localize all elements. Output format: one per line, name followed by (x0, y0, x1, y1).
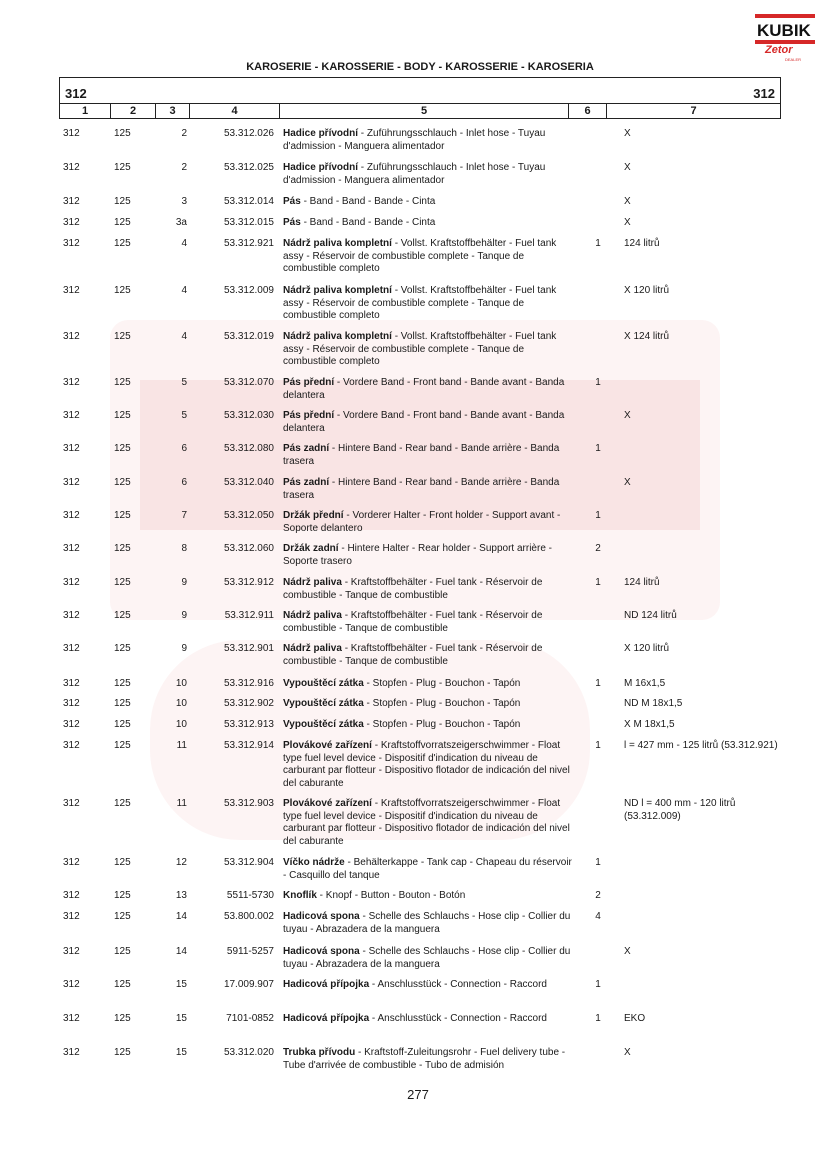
cell-part-number: 53.312.030 (223, 410, 274, 421)
part-translations: - Kraftstoffvorratszeigerschwimmer - Float type fuel level device - Dispositif d'indication du niveau de carburant par flotteur - Dispositivo flotador de indicación del nivel del caburante (283, 740, 570, 789)
cell-part-number: 53.312.060 (223, 543, 274, 554)
cell-subgroup: 125 (114, 610, 131, 621)
cell-position: 4 (181, 238, 187, 249)
cell-position: 13 (175, 890, 187, 901)
cell-part-number: 53.312.040 (223, 477, 274, 488)
cell-description (283, 377, 573, 402)
cell-quantity: 2 (595, 890, 601, 901)
cell-subgroup: 125 (114, 678, 131, 689)
part-name: Nádrž paliva (283, 643, 342, 654)
cell-quantity: 1 (595, 857, 601, 868)
cell-note: X (624, 1047, 631, 1058)
cell-group: 312 (63, 196, 80, 207)
cell-position: 6 (181, 443, 187, 454)
cell-subgroup: 125 (114, 890, 131, 901)
cell-description (283, 238, 573, 276)
part-translations: - Stopfen - Plug - Bouchon - Tapón (363, 698, 521, 709)
part-translations: - Kraftstoffbehälter - Fuel tank - Réservoir de combustible - Tanque de combustible (283, 610, 543, 634)
cell-position: 14 (175, 911, 187, 922)
part-translations: - Vollst. Kraftstoffbehälter - Fuel tank assy - Réservoir de combustible complete - Tanque de combustible completo (283, 285, 557, 322)
cell-group: 312 (63, 162, 80, 173)
cell-note: X (624, 128, 631, 139)
cell-quantity: 1 (595, 740, 601, 751)
part-name: Plovákové zařízení (283, 740, 372, 751)
cell-quantity: 2 (595, 543, 601, 554)
section-number-left: 312 (65, 86, 87, 101)
cell-description (283, 740, 573, 790)
part-name: Vypouštěcí zátka (283, 698, 364, 709)
part-translations: - Stopfen - Plug - Bouchon - Tapón (363, 719, 521, 730)
cell-description (283, 577, 573, 602)
column-header: 5 (280, 104, 569, 119)
table-row (59, 911, 779, 951)
cell-subgroup: 125 (114, 477, 131, 488)
cell-position: 9 (181, 643, 187, 654)
cell-description (283, 331, 573, 369)
part-translations: - Schelle des Schlauchs - Hose clip - Collier du tuyau - Abrazadera de la manguera (283, 946, 571, 970)
table-row (59, 740, 779, 789)
cell-description (283, 1013, 573, 1026)
cell-description (283, 443, 573, 468)
cell-note: X 120 litrů (624, 643, 670, 654)
cell-description (283, 217, 573, 230)
part-name: Nádrž paliva kompletní (283, 285, 392, 296)
column-header: 4 (190, 104, 280, 119)
cell-position: 11 (176, 798, 187, 809)
cell-group: 312 (63, 377, 80, 388)
cell-position: 11 (176, 740, 187, 751)
page-number: 277 (407, 1087, 429, 1102)
cell-description (283, 979, 573, 992)
cell-subgroup: 125 (114, 643, 131, 654)
cell-group: 312 (63, 285, 80, 296)
part-name: Nádrž paliva (283, 577, 342, 588)
cell-position: 2 (181, 128, 187, 139)
cell-position: 9 (181, 577, 187, 588)
cell-description (283, 477, 573, 502)
logo-bar (755, 14, 815, 18)
cell-note: EKO (624, 1013, 646, 1024)
cell-description (283, 196, 573, 209)
cell-part-number: 53.312.921 (223, 238, 274, 249)
cell-subgroup: 125 (114, 577, 131, 588)
cell-subgroup: 125 (114, 979, 131, 990)
cell-part-number: 53.312.911 (224, 610, 274, 621)
cell-subgroup: 125 (114, 238, 131, 249)
table-row (59, 238, 779, 278)
cell-description (283, 610, 573, 635)
part-translations: - Band - Band - Bande - Cinta (300, 196, 436, 207)
part-name: Pás (283, 217, 301, 228)
column-header: 6 (569, 104, 607, 119)
cell-note: X M 18x1,5 (624, 719, 675, 730)
part-translations: - Vollst. Kraftstoffbehälter - Fuel tank assy - Réservoir de combustible complete - Tanque de combustible completo (283, 331, 557, 368)
cell-group: 312 (63, 911, 80, 922)
cell-part-number: 17.009.907 (223, 979, 274, 990)
part-translations: - Kraftstoffbehälter - Fuel tank - Réservoir de combustible - Tanque de combustible (283, 577, 543, 601)
table-row (59, 331, 779, 371)
part-translations: - Hintere Band - Rear band - Bande arrière - Banda trasera (283, 477, 560, 501)
cell-quantity: 1 (595, 510, 601, 521)
kubik-zetor-logo (755, 14, 815, 62)
cell-note: ND M 18x1,5 (624, 698, 683, 709)
cell-group: 312 (63, 890, 80, 901)
cell-quantity: 1 (595, 1013, 601, 1024)
cell-group: 312 (63, 1013, 80, 1024)
cell-description (283, 643, 573, 668)
cell-position: 8 (181, 543, 187, 554)
cell-part-number: 53.312.902 (223, 698, 274, 709)
cell-position: 5 (181, 410, 187, 421)
cell-description (283, 1047, 573, 1072)
cell-note: 124 litrů (624, 238, 660, 249)
cell-note: M 16x1,5 (624, 678, 666, 689)
table-row (59, 1047, 779, 1087)
cell-description (283, 128, 573, 153)
cell-description (283, 410, 573, 435)
part-name: Trubka přívodu (283, 1047, 356, 1058)
logo-text: KUBIK (757, 21, 811, 40)
cell-subgroup: 125 (114, 285, 131, 296)
cell-subgroup: 125 (114, 1013, 131, 1024)
cell-part-number: 53.312.014 (223, 196, 274, 207)
cell-group: 312 (63, 238, 80, 249)
column-header: 1 (60, 104, 111, 119)
cell-part-number: 53.312.903 (223, 798, 274, 809)
part-translations: - Knopf - Button - Bouton - Botón (316, 890, 466, 901)
cell-description (283, 698, 573, 711)
cell-description (283, 911, 573, 936)
cell-group: 312 (63, 410, 80, 421)
cell-position: 10 (175, 678, 187, 689)
part-translations: - Zuführungsschlauch - Inlet hose - Tuyau d'admission - Manguera alimentador (283, 162, 546, 186)
cell-description (283, 857, 573, 882)
part-name: Hadice přívodní (283, 162, 359, 173)
cell-subgroup: 125 (114, 162, 131, 173)
part-name: Držák přední (283, 510, 344, 521)
cell-group: 312 (63, 740, 80, 751)
cell-description (283, 719, 573, 732)
cell-position: 4 (181, 285, 187, 296)
cell-group: 312 (63, 128, 80, 139)
part-name: Plovákové zařízení (283, 798, 372, 809)
cell-description (283, 890, 573, 903)
cell-part-number: 53.312.009 (223, 285, 274, 296)
cell-position: 3a (175, 217, 187, 228)
column-header: 2 (111, 104, 156, 119)
cell-subgroup: 125 (114, 1047, 131, 1058)
cell-part-number: 53.312.070 (223, 377, 274, 388)
cell-position: 6 (181, 477, 187, 488)
part-name: Pás (283, 196, 301, 207)
cell-group: 312 (63, 719, 80, 730)
cell-subgroup: 125 (114, 946, 131, 957)
cell-subgroup: 125 (114, 196, 131, 207)
part-translations: - Vordere Band - Front band - Bande avant - Banda delantera (283, 410, 565, 434)
cell-quantity: 1 (595, 377, 601, 388)
part-name: Hadicová spona (283, 946, 360, 957)
cell-part-number: 53.312.912 (223, 577, 274, 588)
cell-note: X (624, 162, 631, 173)
part-name: Vypouštěcí zátka (283, 678, 364, 689)
cell-part-number: 53.312.019 (223, 331, 274, 342)
cell-group: 312 (63, 678, 80, 689)
cell-description (283, 510, 573, 535)
part-name: Hadice přívodní (283, 128, 359, 139)
cell-quantity: 1 (595, 979, 601, 990)
cell-quantity: 1 (595, 678, 601, 689)
cell-position: 14 (175, 946, 187, 957)
part-name: Pás přední (283, 377, 335, 388)
cell-subgroup: 125 (114, 719, 131, 730)
cell-position: 5 (181, 377, 187, 388)
cell-note: X (624, 217, 631, 228)
part-translations: - Stopfen - Plug - Bouchon - Tapón (363, 678, 521, 689)
table-header (59, 77, 781, 119)
cell-position: 9 (181, 610, 187, 621)
cell-position: 10 (175, 719, 187, 730)
cell-group: 312 (63, 443, 80, 454)
part-translations: - Band - Band - Bande - Cinta (300, 217, 436, 228)
cell-position: 15 (175, 979, 187, 990)
cell-group: 312 (63, 217, 80, 228)
cell-group: 312 (63, 577, 80, 588)
cell-group: 312 (63, 610, 80, 621)
cell-note: X (624, 410, 631, 421)
part-translations: - Anschlusstück - Connection - Raccord (369, 1013, 547, 1024)
cell-subgroup: 125 (114, 911, 131, 922)
cell-subgroup: 125 (114, 217, 131, 228)
cell-part-number: 53.312.050 (223, 510, 274, 521)
cell-subgroup: 125 (114, 410, 131, 421)
cell-note: 124 litrů (624, 577, 660, 588)
cell-description (283, 798, 573, 848)
cell-quantity: 4 (595, 911, 601, 922)
cell-description (283, 543, 573, 568)
cell-description (283, 678, 573, 691)
part-name: Nádrž paliva kompletní (283, 331, 392, 342)
cell-note: l = 427 mm - 125 litrů (53.312.921) (624, 740, 778, 751)
cell-part-number: 53.312.904 (223, 857, 274, 868)
cell-position: 3 (181, 196, 187, 207)
cell-subgroup: 125 (114, 443, 131, 454)
cell-part-number: 53.800.002 (223, 911, 274, 922)
cell-part-number: 7101-0852 (226, 1013, 274, 1024)
part-translations: - Hintere Band - Rear band - Bande arrière - Banda trasera (283, 443, 560, 467)
part-name: Hadicová spona (283, 911, 360, 922)
cell-position: 12 (175, 857, 187, 868)
cell-position: 10 (175, 698, 187, 709)
cell-subgroup: 125 (114, 377, 131, 388)
cell-part-number: 53.312.020 (223, 1047, 274, 1058)
part-translations: - Kraftstoff-Zuleitungsrohr - Fuel delivery tube - Tube d'arrivée de combustible - Tubo de admisión (283, 1047, 566, 1071)
part-translations: - Kraftstoffvorratszeigerschwimmer - Float type fuel level device - Dispositif d'indication du niveau de carburant par flotteur - Dispositivo flotador de indicación del nivel del caburante (283, 798, 570, 847)
cell-note: X 124 litrů (624, 331, 670, 342)
part-translations: - Kraftstoffbehälter - Fuel tank - Réservoir de combustible - Tanque de combustible (283, 643, 543, 667)
cell-position: 15 (175, 1047, 187, 1058)
cell-group: 312 (63, 510, 80, 521)
part-translations: - Vorderer Halter - Front holder - Support avant - Soporte delantero (283, 510, 561, 534)
cell-subgroup: 125 (114, 510, 131, 521)
column-header: 3 (156, 104, 190, 119)
cell-position: 15 (175, 1013, 187, 1024)
cell-subgroup: 125 (114, 543, 131, 554)
cell-description (283, 285, 573, 323)
part-name: Vypouštěcí zátka (283, 719, 364, 730)
cell-part-number: 53.312.015 (223, 217, 274, 228)
part-translations: - Zuführungsschlauch - Inlet hose - Tuyau d'admission - Manguera alimentador (283, 128, 546, 152)
column-header: 7 (690, 105, 697, 117)
cell-description (283, 162, 573, 187)
part-name: Nádrž paliva kompletní (283, 238, 392, 249)
cell-subgroup: 125 (114, 698, 131, 709)
part-translations: - Vordere Band - Front band - Bande avant - Banda delantera (283, 377, 565, 401)
table-row (59, 285, 779, 325)
cell-group: 312 (63, 698, 80, 709)
page-title: KAROSERIE - KAROSSERIE - BODY - KAROSSERIE - KAROSERIA (246, 61, 594, 73)
cell-subgroup: 125 (114, 857, 131, 868)
part-translations: - Anschlusstück - Connection - Raccord (369, 979, 547, 990)
part-translations: - Vollst. Kraftstoffbehälter - Fuel tank assy - Réservoir de combustible complete - Tanque de combustible completo (283, 238, 557, 275)
cell-group: 312 (63, 543, 80, 554)
part-name: Nádrž paliva (283, 610, 342, 621)
cell-group: 312 (63, 477, 80, 488)
cell-quantity: 1 (595, 238, 601, 249)
table-row (59, 798, 779, 847)
cell-note: X (624, 196, 631, 207)
cell-subgroup: 125 (114, 740, 131, 751)
cell-group: 312 (63, 979, 80, 990)
cell-part-number: 53.312.025 (223, 162, 274, 173)
part-name: Držák zadní (283, 543, 339, 554)
column-header-row (60, 103, 780, 120)
cell-note: X (624, 477, 631, 488)
cell-group: 312 (63, 798, 80, 809)
cell-subgroup: 125 (114, 128, 131, 139)
cell-note: X (624, 946, 631, 957)
cell-part-number: 53.312.916 (223, 678, 274, 689)
logo-dealer-text: DEALER (785, 57, 802, 62)
part-translations: - Behälterkappe - Tank cap - Chapeau du réservoir - Casquillo del tanque (283, 857, 572, 881)
part-name: Pás zadní (283, 443, 330, 454)
cell-note: X 120 litrů (624, 285, 670, 296)
part-name: Víčko nádrže (283, 857, 345, 868)
table-row (59, 643, 779, 683)
cell-part-number: 5911-5257 (226, 946, 274, 957)
cell-part-number: 53.312.080 (223, 443, 274, 454)
part-translations: - Hintere Halter - Rear holder - Support arrière - Soporte trasero (283, 543, 552, 567)
part-name: Pás přední (283, 410, 335, 421)
cell-subgroup: 125 (114, 331, 131, 342)
cell-position: 7 (181, 510, 187, 521)
cell-part-number: 53.312.026 (223, 128, 274, 139)
cell-part-number: 53.312.913 (223, 719, 274, 730)
cell-subgroup: 125 (114, 798, 131, 809)
part-name: Knoflík (283, 890, 317, 901)
part-name: Hadicová přípojka (283, 979, 370, 990)
cell-group: 312 (63, 643, 80, 654)
logo-subtext: Zetor (765, 44, 793, 56)
part-translations: - Schelle des Schlauchs - Hose clip - Collier du tuyau - Abrazadera de la manguera (283, 911, 571, 935)
cell-group: 312 (63, 331, 80, 342)
section-number-right: 312 (753, 86, 775, 101)
cell-description (283, 946, 573, 971)
cell-note: ND l = 400 mm - 120 litrů (53.312.009) (624, 798, 736, 822)
cell-quantity: 1 (595, 577, 601, 588)
part-name: Pás zadní (283, 477, 330, 488)
part-name: Hadicová přípojka (283, 1013, 370, 1024)
cell-group: 312 (63, 857, 80, 868)
cell-quantity: 1 (595, 443, 601, 454)
cell-position: 2 (181, 162, 187, 173)
cell-group: 312 (63, 1047, 80, 1058)
cell-part-number: 53.312.901 (223, 643, 274, 654)
cell-position: 4 (181, 331, 187, 342)
cell-part-number: 53.312.914 (223, 740, 274, 751)
cell-part-number: 5511-5730 (226, 890, 274, 901)
cell-group: 312 (63, 946, 80, 957)
cell-note: ND 124 litrů (624, 610, 677, 621)
